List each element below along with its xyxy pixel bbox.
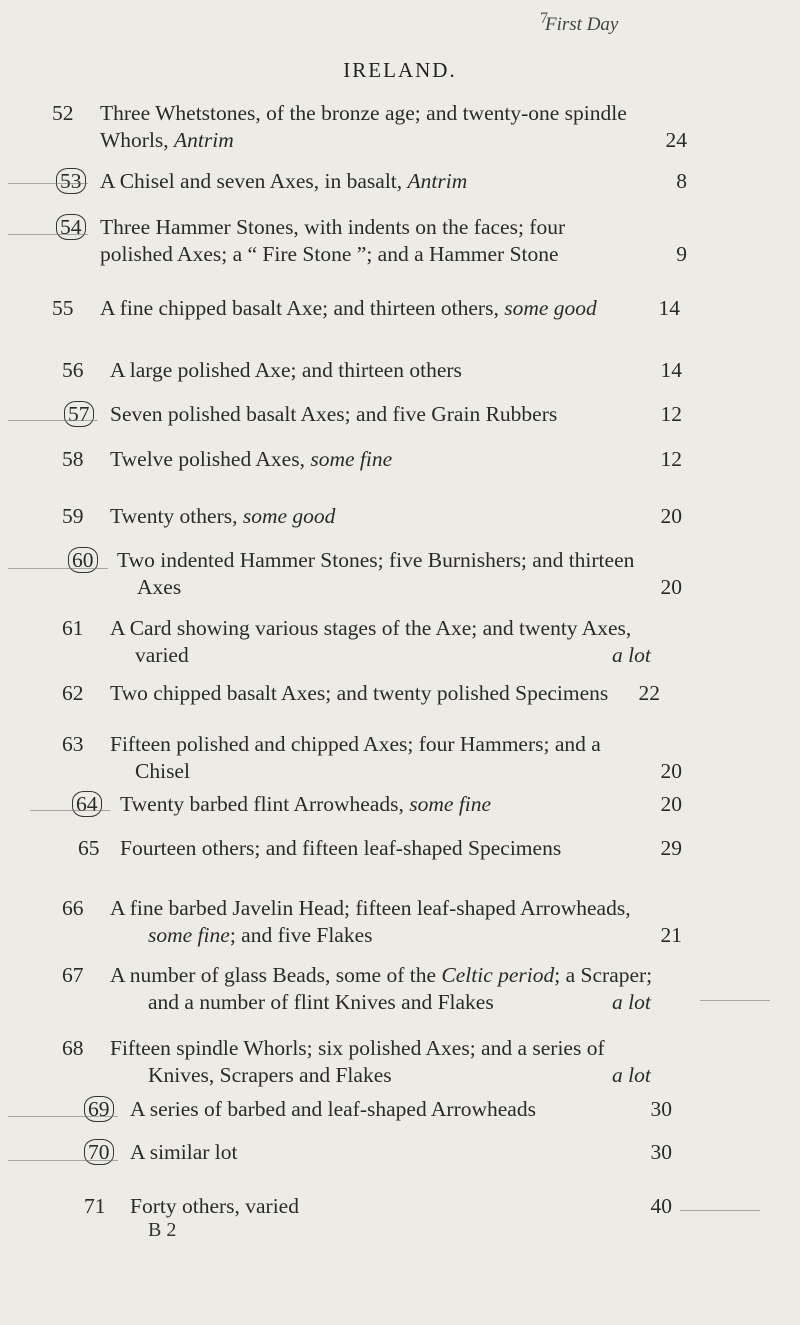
lot-description: Fourteen others; and fifteen leaf-shaped Specimens xyxy=(120,836,562,860)
lot-description: Twelve polished Axes, xyxy=(110,447,305,471)
lot-quantity: 20 xyxy=(660,575,682,599)
lot-number: 71 xyxy=(84,1194,106,1218)
lot-description-italic: Antrim xyxy=(174,128,234,152)
lot-description: Fifteen polished and chipped Axes; four Hammers; and a xyxy=(110,732,601,756)
lot-number: 69 xyxy=(84,1096,114,1122)
lot-description: A Card showing various stages of the Axe; and twenty Axes, xyxy=(110,616,632,640)
lot-description: A fine chipped basalt Axe; and thirteen others, xyxy=(100,296,499,320)
lot-description-cont: and a number of flint Knives and Flakes xyxy=(148,990,494,1014)
lot-description: Three Hammer Stones, with indents on the faces; four xyxy=(100,215,566,239)
lot-description: Seven polished basalt Axes; and five Grain Rubbers xyxy=(110,402,558,426)
lot-quantity: 30 xyxy=(650,1140,672,1164)
lot-description: A series of barbed and leaf-shaped Arrowheads xyxy=(130,1097,536,1121)
lot-quantity: 24 xyxy=(665,128,687,152)
pencil-scribble xyxy=(8,234,88,235)
lot-description-cont: ; and five Flakes xyxy=(229,923,373,947)
lot-description-italic: some fine xyxy=(148,923,230,947)
lot-number: 63 xyxy=(62,732,84,756)
pencil-scribble xyxy=(680,1210,760,1211)
lot-quantity: 21 xyxy=(660,923,682,947)
lot-quantity: 12 xyxy=(660,447,682,471)
lot-quantity: 12 xyxy=(660,402,682,426)
lot-quantity: 22 xyxy=(638,681,660,705)
lot-number: 53 xyxy=(56,168,86,194)
lot-description: Two chipped basalt Axes; and twenty polished Specimens xyxy=(110,681,609,705)
lot-quantity: 14 xyxy=(658,296,680,320)
lot-description: Twenty others, xyxy=(110,504,238,528)
lot-description-cont: Axes xyxy=(137,575,182,599)
pencil-scribble xyxy=(8,568,108,569)
lot-number: 68 xyxy=(62,1036,84,1060)
lot-number: 55 xyxy=(52,296,74,320)
lot-number: 66 xyxy=(62,896,84,920)
pencil-scribble xyxy=(8,183,88,184)
lot-description-cont: Knives, Scrapers and Flakes xyxy=(148,1063,392,1087)
lot-description-italic: some fine xyxy=(409,792,492,816)
lot-description: Twenty barbed flint Arrowheads, xyxy=(120,792,404,816)
lot-quantity: 20 xyxy=(660,759,682,783)
pencil-scribble xyxy=(8,1116,118,1117)
lot-number: 64 xyxy=(72,791,102,817)
lot-description-italic: some good xyxy=(242,504,336,528)
lot-number: 70 xyxy=(84,1139,114,1165)
lot-number: 58 xyxy=(62,447,84,471)
lot-quantity: 9 xyxy=(676,242,687,266)
lot-number: 62 xyxy=(62,681,84,705)
signature-mark: B 2 xyxy=(148,1219,177,1241)
lot-quantity: 14 xyxy=(660,358,682,382)
lot-number: 67 xyxy=(62,963,84,987)
lot-description: A large polished Axe; and thirteen others xyxy=(110,358,462,382)
lot-description: Forty others, varied xyxy=(130,1194,299,1218)
lot-quantity: a lot xyxy=(612,990,651,1014)
lot-description-italic: Celtic period xyxy=(441,963,555,987)
lot-description: A fine barbed Javelin Head; fifteen leaf-shaped Arrowheads, xyxy=(110,896,631,920)
lot-description: A similar lot xyxy=(130,1140,238,1164)
pencil-scribble xyxy=(700,1000,770,1001)
lot-number: 52 xyxy=(52,101,74,125)
lot-description-italic: Antrim xyxy=(407,169,468,193)
pencil-scribble xyxy=(8,420,98,421)
lot-number: 56 xyxy=(62,358,84,382)
lot-quantity: a lot xyxy=(612,1063,651,1087)
lot-number: 54 xyxy=(56,214,86,240)
lot-number: 65 xyxy=(78,836,100,860)
pencil-scribble xyxy=(8,1160,118,1161)
lot-quantity: a lot xyxy=(612,643,651,667)
lot-quantity: 40 xyxy=(650,1194,672,1218)
lot-number: 61 xyxy=(62,616,84,640)
lot-quantity: 20 xyxy=(660,504,682,528)
lot-description: A number of glass Beads, some of the xyxy=(110,963,437,987)
lot-description-cont: Whorls, xyxy=(100,128,169,152)
lot-description-italic: some fine xyxy=(310,447,393,471)
page-title: IRELAND. xyxy=(343,58,457,82)
lot-number: 57 xyxy=(64,401,94,427)
lot-number: 59 xyxy=(62,504,84,528)
lot-description: A Chisel and seven Axes, in basalt, xyxy=(100,169,403,193)
corner-mark: 7 xyxy=(540,10,548,27)
lot-number: 60 xyxy=(68,547,98,573)
lot-quantity: 29 xyxy=(660,836,682,860)
pencil-scribble xyxy=(30,810,110,811)
lot-description-tail: ; a Scraper; xyxy=(554,963,653,987)
lot-description-cont: varied xyxy=(135,643,189,667)
lot-description-italic: some good xyxy=(504,296,597,320)
lot-quantity: 30 xyxy=(650,1097,672,1121)
lot-quantity: 8 xyxy=(676,169,687,193)
lot-description-cont: Chisel xyxy=(135,759,190,783)
handwritten-note: First Day xyxy=(545,14,619,35)
lot-description-cont: polished Axes; a “ Fire Stone ”; and a Hammer Stone xyxy=(100,242,559,266)
lot-description: Fifteen spindle Whorls; six polished Axes; and a series of xyxy=(110,1036,605,1060)
lot-description: Two indented Hammer Stones; five Burnishers; and thirteen xyxy=(117,548,635,572)
lot-quantity: 20 xyxy=(660,792,682,816)
lot-description: Three Whetstones, of the bronze age; and twenty-one spindle xyxy=(100,101,627,125)
